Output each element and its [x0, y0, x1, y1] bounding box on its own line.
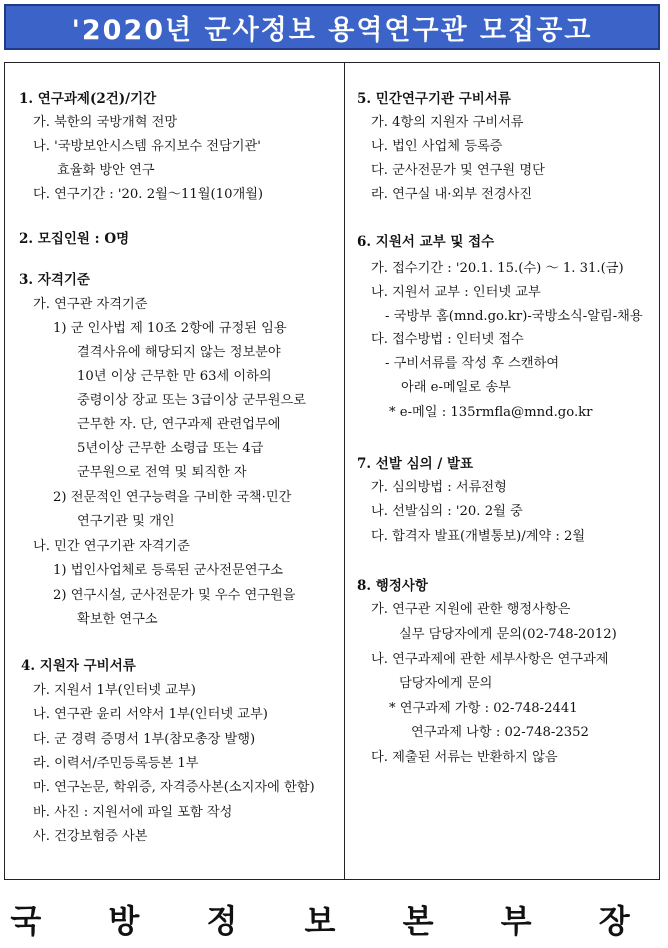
section-line: 확보한 연구소	[77, 612, 158, 627]
section-heading: 8. 행정사항	[357, 578, 428, 594]
section-line: 가. 4항의 지원자 구비서류	[371, 115, 524, 130]
section-line: 다. 합격자 발표(개별통보)/계약 : 2월	[371, 529, 586, 544]
section-heading: 5. 민간연구기관 구비서류	[357, 91, 511, 107]
left-column	[5, 63, 345, 879]
section-line: 중령이상 장교 또는 3급이상 군무원으로	[77, 393, 306, 408]
section-line: 1) 군 인사법 제 10조 2항에 규정된 임용	[53, 321, 287, 336]
section-heading: 2. 모집인원 : O명	[19, 231, 130, 247]
section-line: 라. 이력서/주민등록등본 1부	[33, 756, 199, 771]
section-line: 나. '국방보안시스템 유지보수 전담기관'	[33, 139, 261, 154]
section-line: 가. 접수기간 : '20.1. 15.(수) ～ 1. 31.(금)	[371, 261, 624, 276]
section-line: 바. 사진 : 지원서에 파일 포함 작성	[33, 805, 233, 820]
section-line: 나. 법인 사업체 등록증	[371, 139, 503, 154]
section-line: 근무한 자. 단, 연구과제 관련업무에	[77, 417, 281, 432]
section-line: 연구과제 나항 : 02-748-2352	[411, 725, 589, 740]
section-line: 나. 민간 연구기관 자격기준	[33, 539, 190, 554]
section-heading: 6. 지원서 교부 및 접수	[357, 234, 495, 250]
section-line: 가. 연구관 자격기준	[33, 297, 148, 312]
section-line: 실무 담당자에게 문의(02-748-2012)	[399, 627, 617, 642]
section-line: 군무원으로 전역 및 퇴직한 자	[77, 465, 247, 480]
right-column	[345, 63, 659, 879]
issuer-signature: 국 방 정 보 본 부 장	[10, 902, 658, 940]
section-line: 결격사유에 해당되지 않는 정보분야	[77, 345, 281, 360]
section-line: 5년이상 근무한 소령급 또는 4급	[77, 441, 264, 456]
notice-frame	[4, 62, 660, 880]
title-banner	[4, 4, 660, 50]
section-line: * 연구과제 가항 : 02-748-2441	[389, 701, 578, 716]
section-line: 아래 e-메일로 송부	[401, 380, 511, 395]
section-line: 2) 연구시설, 군사전문가 및 우수 연구원을	[53, 588, 296, 603]
section-line: 다. 제출된 서류는 반환하지 않음	[371, 750, 558, 765]
section-line: 담당자에게 문의	[399, 676, 493, 691]
section-line: 가. 북한의 국방개혁 전망	[33, 115, 178, 130]
section-line: 나. 연구관 윤리 서약서 1부(인터넷 교부)	[33, 707, 268, 722]
section-line: - 구비서류를 작성 후 스캔하여	[385, 356, 560, 371]
section-line: 가. 지원서 1부(인터넷 교부)	[33, 683, 196, 698]
section-line: 마. 연구논문, 학위증, 자격증사본(소지자에 한함)	[33, 780, 315, 795]
section-line: * e-메일 : 135rmfla@mnd.go.kr	[389, 405, 593, 420]
section-line: 라. 연구실 내·외부 전경사진	[371, 187, 533, 202]
section-line: 효율화 방안 연구	[57, 163, 155, 178]
section-line: 10년 이상 근무한 만 63세 이하의	[77, 369, 272, 384]
section-line: 가. 심의방법 : 서류전형	[371, 480, 507, 495]
section-heading: 1. 연구과제(2건)/기간	[19, 91, 157, 107]
section-line: 다. 군사전문가 및 연구원 명단	[371, 163, 545, 178]
section-line: 다. 연구기간 : '20. 2월～11월(10개월)	[33, 187, 264, 202]
section-line: 다. 접수방법 : 인터넷 접수	[371, 332, 524, 347]
section-line: - 국방부 홈(mnd.go.kr)-국방소식-알림-채용	[385, 309, 643, 324]
section-heading: 3. 자격기준	[19, 272, 90, 288]
section-heading: 4. 지원자 구비서류	[21, 658, 136, 674]
section-heading: 7. 선발 심의 / 발표	[357, 456, 474, 472]
section-line: 사. 건강보험증 사본	[33, 829, 148, 844]
section-line: 다. 군 경력 증명서 1부(참모총장 발행)	[33, 732, 256, 747]
section-line: 나. 연구과제에 관한 세부사항은 연구과제	[371, 652, 609, 667]
page-title: '2020년 군사정보 용역연구관 모집공고	[71, 14, 593, 46]
section-line: 나. 선발심의 : '20. 2월 중	[371, 504, 523, 519]
section-line: 나. 지원서 교부 : 인터넷 교부	[371, 285, 541, 300]
section-line: 가. 연구관 지원에 관한 행정사항은	[371, 602, 571, 617]
section-line: 연구기관 및 개인	[77, 514, 175, 529]
section-line: 2) 전문적인 연구능력을 구비한 국책·민간	[53, 490, 292, 505]
section-line: 1) 법인사업체로 등록된 군사전문연구소	[53, 563, 283, 578]
